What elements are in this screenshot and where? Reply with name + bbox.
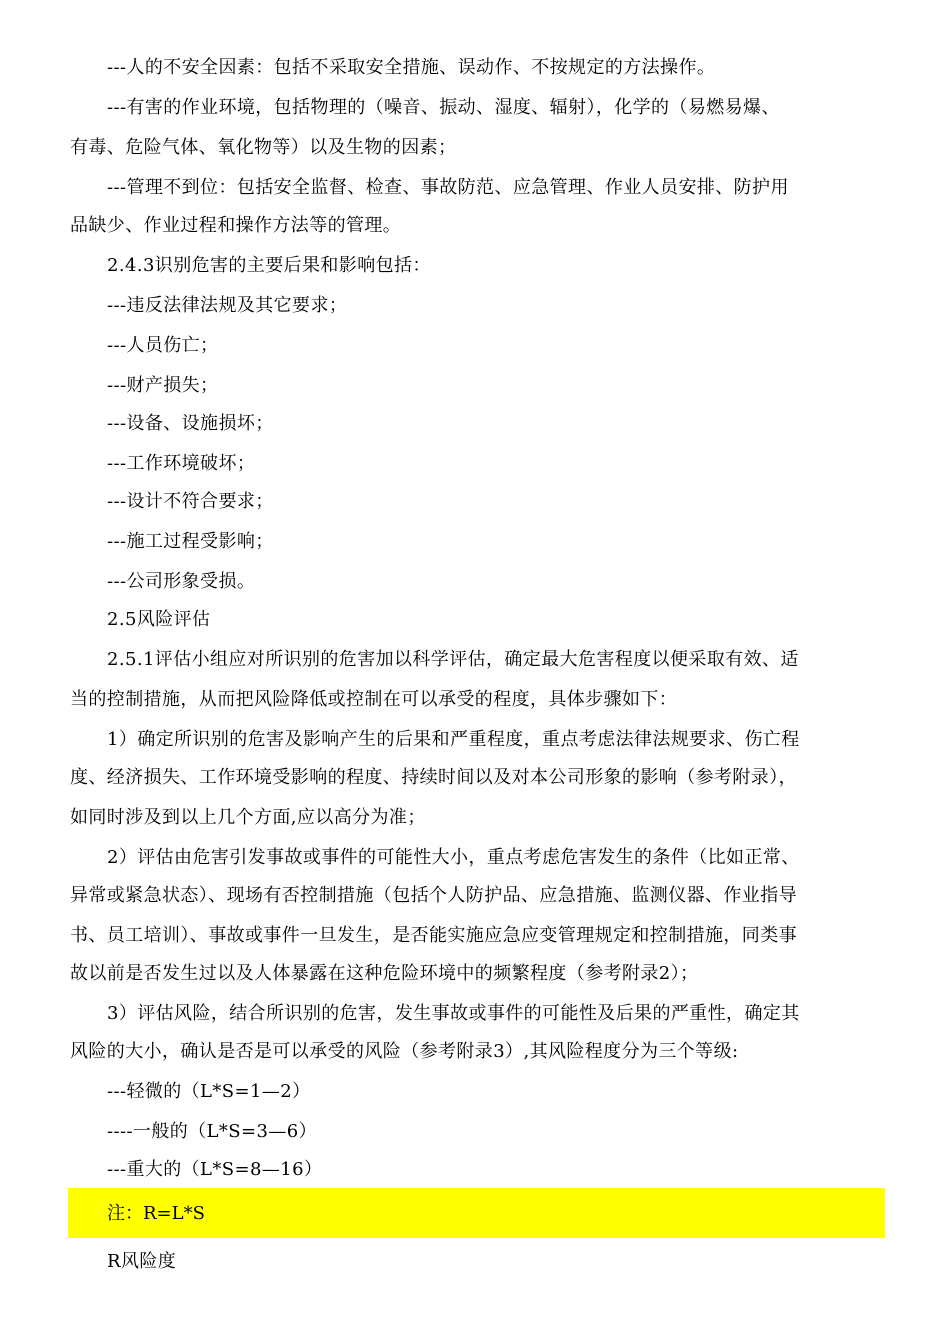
list-item: ---重大的（L*S=8—16） xyxy=(107,1159,323,1180)
text-line: 度、经济损失、工作环境受影响的程度、持续时间以及对本公司形象的影响（参考附录）， xyxy=(70,767,797,788)
text-line: 故以前是否发生过以及人体暴露在这种危险环境中的频繁程度（参考附录2）； xyxy=(70,963,699,984)
list-item: ---设备、设施损坏； xyxy=(107,413,274,434)
list-item: ---设计不符合要求； xyxy=(107,491,274,512)
text-line: 风险的大小，确认是否是可以承受的风险（参考附录3）,其风险程度分为三个等级: xyxy=(70,1041,739,1062)
text-line: ---人的不安全因素：包括不采取安全措施、误动作、不按规定的方法操作。 xyxy=(107,57,716,78)
text-line: 品缺少、作业过程和操作方法等的管理。 xyxy=(70,215,402,236)
section-heading: 2.4.3识别危害的主要后果和影响包括： xyxy=(107,255,431,276)
list-item: ---施工过程受影响； xyxy=(107,531,274,552)
list-item: ---违反法律法规及其它要求； xyxy=(107,295,348,316)
text-line: 有毒、危险气体、氧化物等）以及生物的因素； xyxy=(70,137,457,158)
text-line: ---有害的作业环境，包括物理的（噪音、振动、湿度、辐射），化学的（易燃易爆、 xyxy=(107,97,780,118)
text-line: 如同时涉及到以上几个方面,应以高分为准； xyxy=(70,807,426,828)
text-line: 当的控制措施，从而把风险降低或控制在可以承受的程度，具体步骤如下： xyxy=(70,689,678,710)
text-line: ---管理不到位：包括安全监督、检查、事故防范、应急管理、作业人员安排、防护用 xyxy=(107,177,789,198)
text-line: R风险度 xyxy=(107,1251,177,1272)
text-line: 2.5.1评估小组应对所识别的危害加以科学评估，确定最大危害程度以便采取有效、适 xyxy=(107,649,799,670)
list-item: ----一般的（L*S=3—6） xyxy=(107,1121,317,1142)
text-line: 异常或紧急状态）、现场有否控制措施（包括个人防护品、应急措施、监测仪器、作业指导 xyxy=(70,885,797,906)
list-item: ---轻微的（L*S=1—2） xyxy=(107,1081,311,1102)
text-line: 1）确定所识别的危害及影响产生的后果和严重程度，重点考虑法律法规要求、伤亡程 xyxy=(107,729,800,750)
list-item: ---公司形象受损。 xyxy=(107,571,256,592)
list-item: ---工作环境破坏； xyxy=(107,453,256,474)
section-heading: 2.5风险评估 xyxy=(107,609,211,630)
highlighted-note: 注：R=L*S xyxy=(107,1203,205,1224)
text-line: 2）评估由危害引发事故或事件的可能性大小，重点考虑危害发生的条件（比如正常、 xyxy=(107,847,800,868)
list-item: ---人员伤亡； xyxy=(107,335,219,356)
text-line: 3）评估风险，结合所识别的危害，发生事故或事件的可能性及后果的严重性，确定其 xyxy=(107,1003,800,1024)
text-line: 书、员工培训）、事故或事件一旦发生，是否能实施应急应变管理规定和控制措施，同类事 xyxy=(70,925,797,946)
list-item: ---财产损失； xyxy=(107,375,219,396)
